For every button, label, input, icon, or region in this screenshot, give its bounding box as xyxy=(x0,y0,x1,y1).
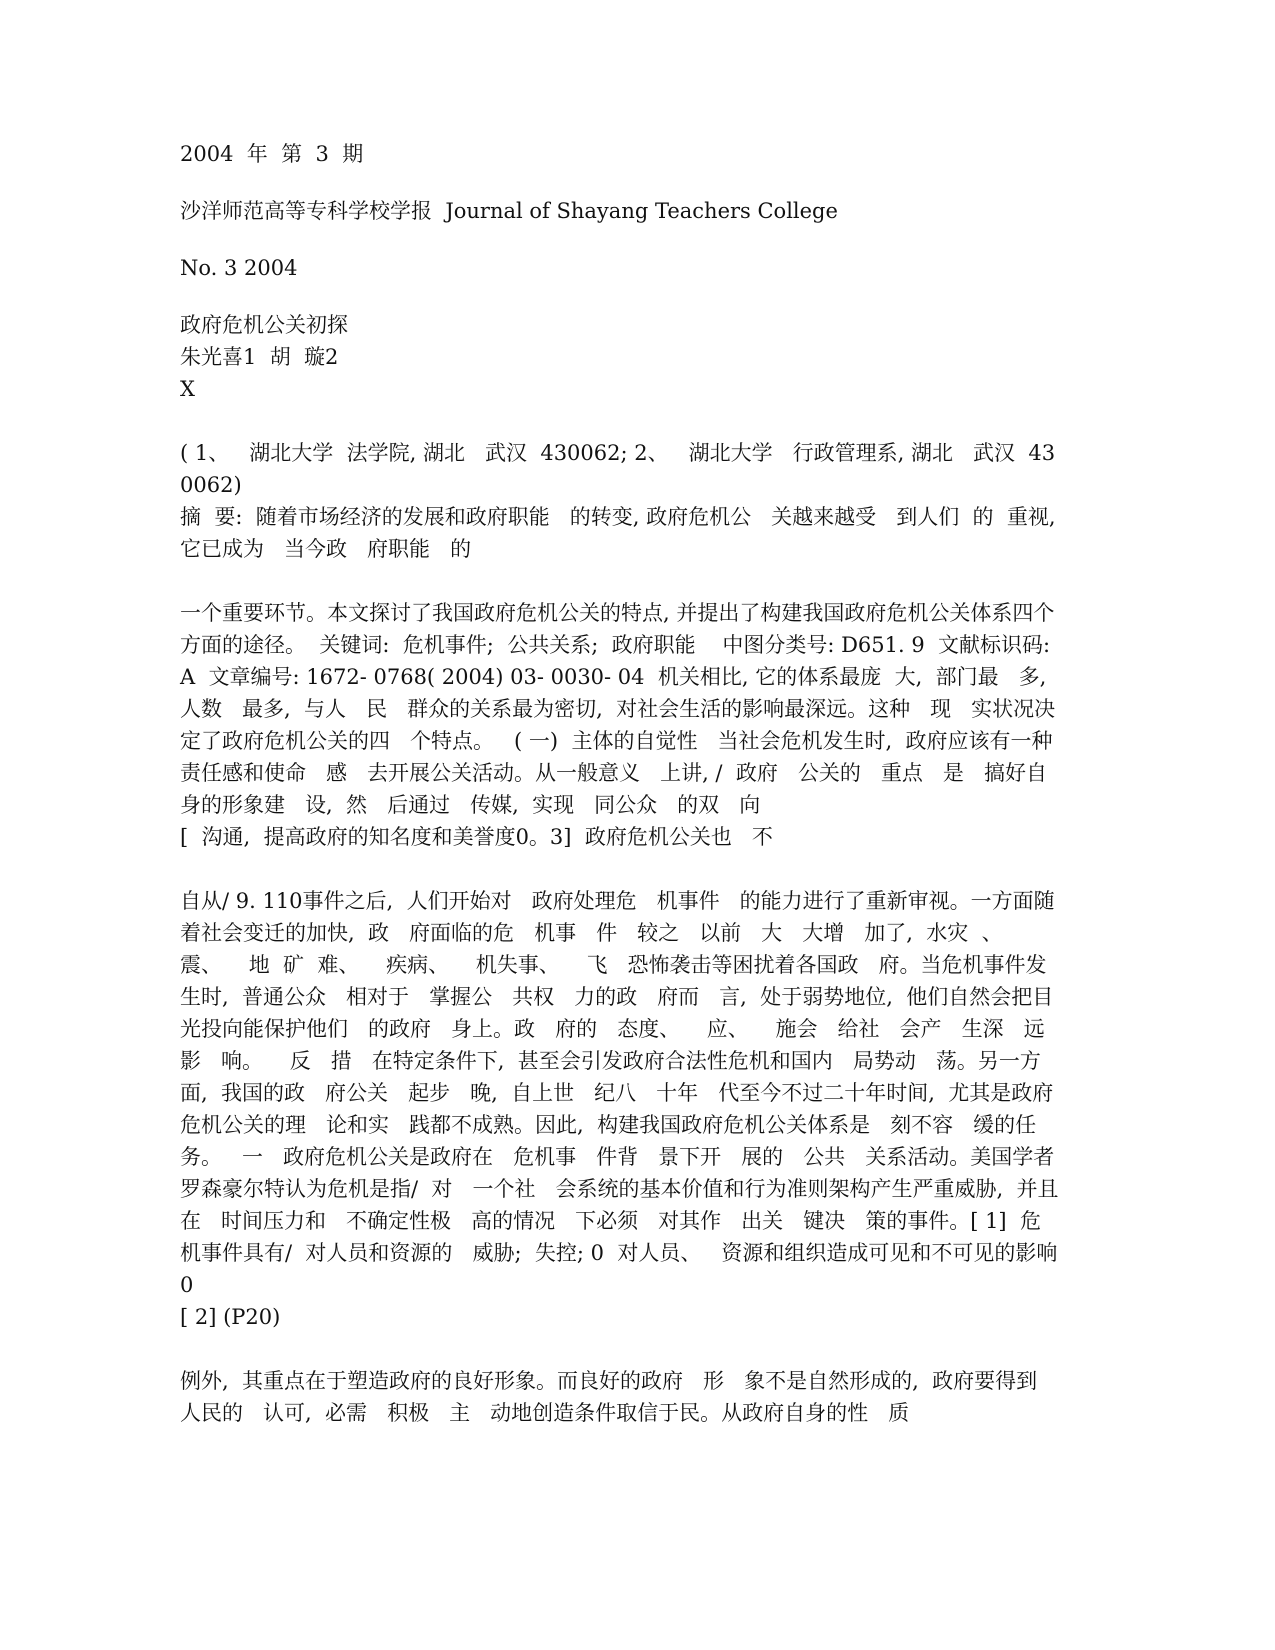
affiliation: ( 1、 湖北大学 法学院, 湖北 武汉 430062; 2、 湖北大学 行政管理系, 湖北 武汉 430062) xyxy=(180,441,1056,497)
body-paragraph-tail: [ 沟通, 提高政府的知名度和美誉度0。3] 政府危机公关也 不 xyxy=(180,825,773,849)
article-authors: 朱光喜1 胡 璇2 xyxy=(180,345,339,369)
issue-cn: 2004 年 第 3 期 xyxy=(180,142,364,166)
article-title: 政府危机公关初探 xyxy=(180,313,348,337)
author-note-marker: X xyxy=(180,377,195,401)
abstract-start: 摘 要: 随着市场经济的发展和政府职能 的转变, 政府危机公 关越来越受 到人们 的 重视, 它已成为 当今政 府职能 的 xyxy=(180,505,1069,561)
body-paragraph: 自从/ 9. 110事件之后, 人们开始对 政府处理危 机事件 的能力进行了重新审视。一方面随着社会变迁的加快, 政 府面临的危 机事 件 较之 以前 大 大增 加了, 水灾 、 震、 地 矿 难、 疾病、 机失事、 飞 恐怖袭击等困扰着各国政 府。当危机事件发生时, 普通公众 相对于 掌握公 共权 力的政 府而 言, 处于弱势地位, 他们自然会把目光投向能保护他们 的政府 身上。政 府的 态度、 应、 施会 给社 会产 生深 远影 响。 反 措 在特定条件下, 甚至会引发政府合法性危机和国内 局势动 荡。另一方 面, 我国的政 府公关 起步 晚, 自上世 纪八 十年 代至今不过二十年时间, 尤其是政府危机公关的理 论和实 践都不成熟。因此, 构建我国政府危机公关体系是 刻不容 缓的任务。 一 政府危机公关是政府在 危机事 件背 景下开 展的 公共 关系活动。美国学者罗森豪尔特认为危机是指/ 对 一个社 会系统的基本价值和行为准则架构产生严重威胁, 并且在 时间压力和 不确定性极 高的情况 下必须 对其作 出关 键决 策的事件。[ 1] 危机事件具有/ 对人员和资源的 威胁; 失控; 0 对人员、 资源和组织造成可见和不可见的影响0 xyxy=(180,889,1061,1297)
journal-name: 沙洋师范高等专科学校学报 Journal of Shayang Teachers College xyxy=(180,199,838,223)
body-paragraph: 一个重要环节。本文探讨了我国政府危机公关的特点, 并提出了构建我国政府危机公关体系四个方面的途径。 关键词: 危机事件; 公共关系; 政府职能 中图分类号: D651. 9 文献标识码: A 文章编号: 1672- 0768( 2004) 03- 0030- 04 机关相比, 它的体系最庞 大, 部门最 多, 人数 最多, 与人 民 群众的关系最为密切, 对社会生活的影响最深远。这种 现 实状况决定了政府危机公关的四 个特点。 ( 一) 主体的自觉性 当社会危机发生时, 政府应该有一种责任感和使命 感 去开展公关活动。从一般意义 上讲, / 政府 公关的 重点 是 搞好自身的形象建 设, 然 后通过 传媒, 实现 同公众 的双 向 xyxy=(180,601,1060,817)
document-page xyxy=(180,138,1069,1429)
issue-en: No. 3 2004 xyxy=(180,256,298,280)
body-paragraph: 例外, 其重点在于塑造政府的良好形象。而良好的政府 形 象不是自然形成的, 政府要得到 人民的 认可, 必需 积极 主 动地创造条件取信于民。从政府自身的性 质 xyxy=(180,1369,1058,1425)
reference-marker: [ 2] (P20) xyxy=(180,1305,281,1329)
